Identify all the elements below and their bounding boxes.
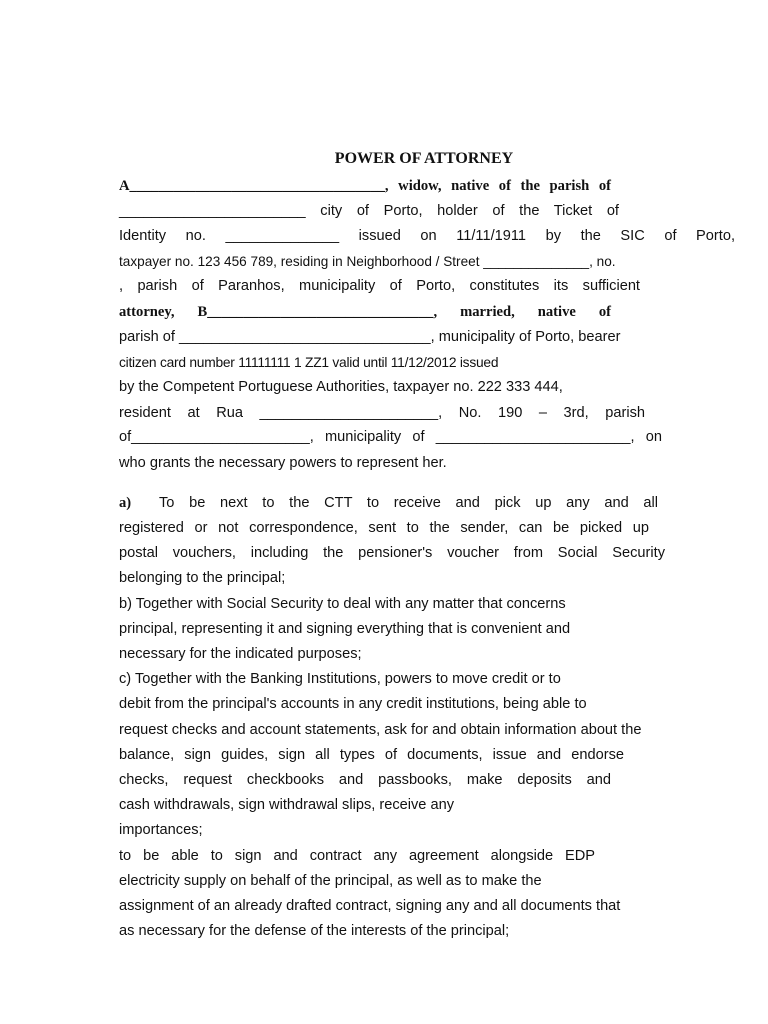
text-line: Identity no. ______________ issued on 11/11/1911 by the SIC of Porto, — [119, 228, 735, 244]
clause-text: principal, representing it and signing everything that is convenient and — [119, 621, 571, 637]
text-line: of______________________, municipality of ________________________, on — [119, 429, 662, 445]
clause-text: c) Together with the Banking Institutions, powers to move credit or to — [119, 671, 561, 687]
clause-text: electricity supply on behalf of the principal, as well as to make the — [119, 873, 542, 889]
clause-text: registered or not correspondence, sent to the sender, can be picked up — [119, 520, 649, 536]
clause-text: assignment of an already drafted contract, signing any and all documents that — [119, 898, 621, 914]
text-line: , parish of Paranhos, municipality of Porto, constitutes its sufficient — [119, 278, 640, 294]
clause-text: to be able to sign and contract any agreement alongside EDP — [119, 848, 595, 864]
clause-label-a: a) — [119, 495, 132, 511]
clause-text: postal vouchers, including the pensioner's voucher from Social Security — [119, 545, 665, 561]
clause-text: request checks and account statements, ask for and obtain information about the — [119, 722, 642, 738]
attorney-line: attorney, B_______________________________, married, native of — [119, 304, 611, 320]
clause-text: cash withdrawals, sign withdrawal slips, receive any — [119, 797, 454, 813]
document-title: POWER OF ATTORNEY — [334, 150, 514, 167]
text-line: taxpayer no. 123 456 789, residing in Neighborhood / Street ______________, no. — [119, 254, 616, 269]
clause-text: necessary for the indicated purposes; — [119, 646, 362, 662]
text-line: citizen card number 11111111 1 ZZ1 valid until 11/12/2012 issued — [119, 355, 499, 370]
clause-text: belonging to the principal; — [119, 570, 286, 586]
clause-text: b) Together with Social Security to deal with any matter that concerns — [119, 596, 566, 612]
grantor-line: A___________________________________, widow, native of the parish of — [119, 178, 611, 194]
clause-text: importances; — [119, 822, 203, 838]
text-line: by the Competent Portuguese Authorities, taxpayer no. 222 333 444, — [119, 379, 563, 395]
text-line: parish of _______________________________, municipality of Porto, bearer — [119, 329, 621, 345]
clause-text: checks, request checkbooks and passbooks, make deposits and — [119, 772, 611, 788]
clause-text: as necessary for the defense of the interests of the principal; — [119, 923, 510, 939]
text-line: _______________________ city of Porto, holder of the Ticket of — [119, 203, 619, 219]
clause-text: balance, sign guides, sign all types of documents, issue and endorse — [119, 747, 624, 763]
clause-text: To be next to the CTT to receive and pick up any and all — [159, 495, 658, 511]
text-line: resident at Rua ______________________, No. 190 – 3rd, parish — [119, 405, 645, 421]
text-line: who grants the necessary powers to represent her. — [119, 455, 447, 471]
clause-text: debit from the principal's accounts in any credit institutions, being able to — [119, 696, 587, 712]
